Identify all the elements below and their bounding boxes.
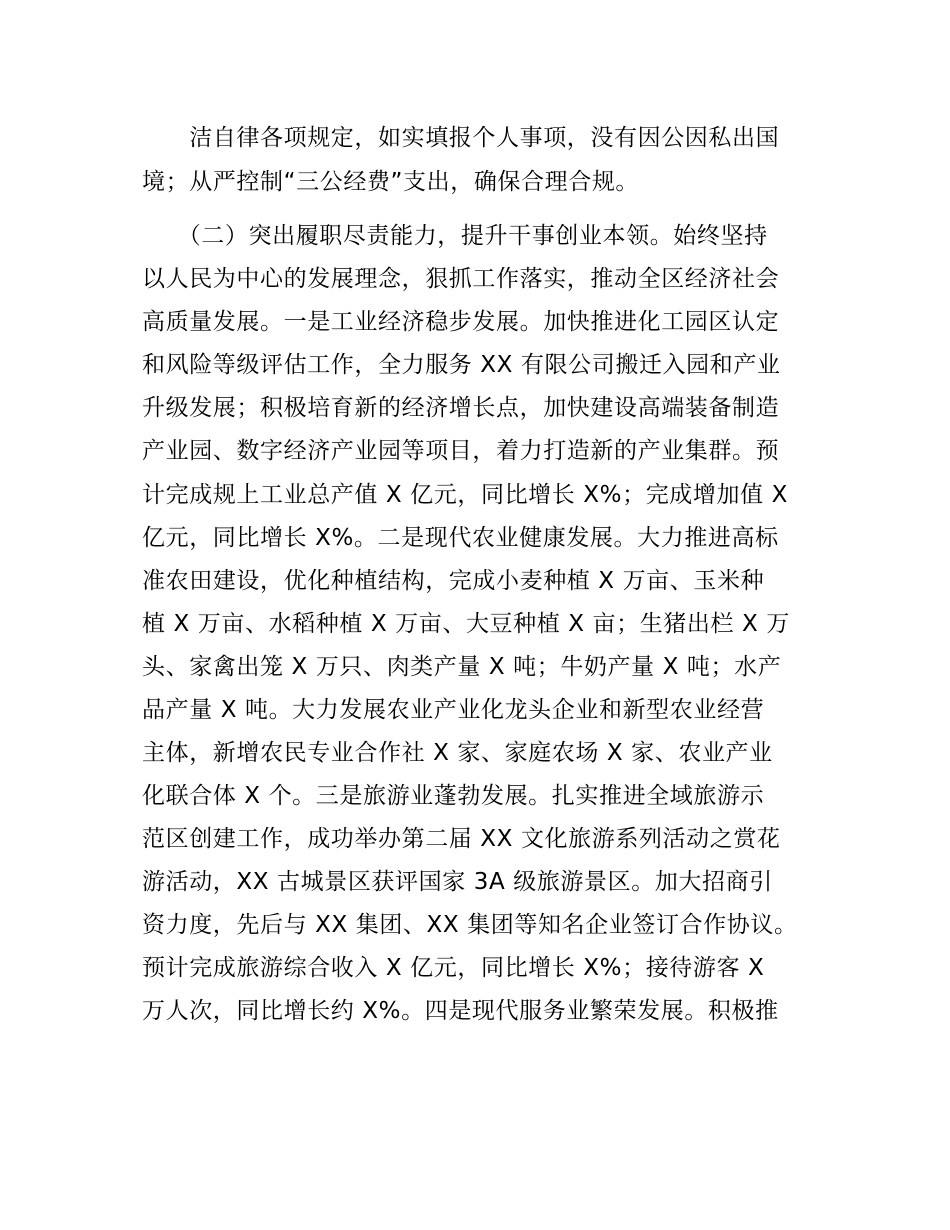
text-line: 亿元，同比增长 X%。二是现代农业健康发展。大力推进高标 xyxy=(142,525,779,551)
text-line: 高质量发展。一是工业经济稳步发展。加快推进化工园区认定 xyxy=(142,309,780,335)
text-line: 以人民为中心的发展理念，狠抓工作落实，推动全区经济社会 xyxy=(142,266,780,292)
text-line: 范区创建工作，成功举办第二届 XX 文化旅游系列活动之赏花 xyxy=(142,826,781,852)
text-line: 万人次，同比增长约 X%。四是现代服务业繁荣发展。积极推 xyxy=(142,998,779,1024)
text-line: 品产量 X 吨。大力发展农业产业化龙头企业和新型农业经营 xyxy=(142,697,765,723)
text-line: 升级发展；积极培育新的经济增长点，加快建设高端装备制造 xyxy=(142,395,780,421)
text-line: 准农田建设，优化种植结构，完成小麦种植 X 万亩、玉米种 xyxy=(142,568,765,594)
text-line: 和风险等级评估工作，全力服务 XX 有限公司搬迁入园和产业 xyxy=(142,352,781,378)
text-line: 植 X 万亩、水稻种植 X 万亩、大豆种植 X 亩；生猪出栏 X 万 xyxy=(142,611,790,637)
text-line: 洁自律各项规定，如实填报个人事项，没有因公因私出国 xyxy=(142,125,780,151)
text-line: 产业园、数字经济产业园等项目，着力打造新的产业集群。预 xyxy=(142,438,780,464)
text-line: 境；从严控制“三公经费”支出，确保合理合规。 xyxy=(142,169,640,195)
text-line: 资力度，先后与 XX 集团、XX 集团等知名企业签订合作协议。 xyxy=(142,912,798,938)
text-line: 预计完成旅游综合收入 X 亿元，同比增长 X%；接待游客 X xyxy=(142,955,765,981)
section-heading-line: （二）突出履职尽责能力，提升干事创业本领。始终坚持 xyxy=(142,223,768,249)
text-line: 计完成规上工业总产值 X 亿元，同比增长 X%；完成增加值 X xyxy=(142,482,788,508)
text-line: 游活动，XX 古城景区获评国家 3A 级旅游景区。加大招商引 xyxy=(142,869,773,895)
text-line: 化联合体 X 个。三是旅游业蓬勃发展。扎实推进全域旅游示 xyxy=(142,783,765,809)
text-line: 主体，新增农民专业合作社 X 家、家庭农场 X 家、农业产业 xyxy=(142,740,773,766)
text-line: 头、家禽出笼 X 万只、肉类产量 X 吨；牛奶产量 X 吨；水产 xyxy=(142,654,782,680)
